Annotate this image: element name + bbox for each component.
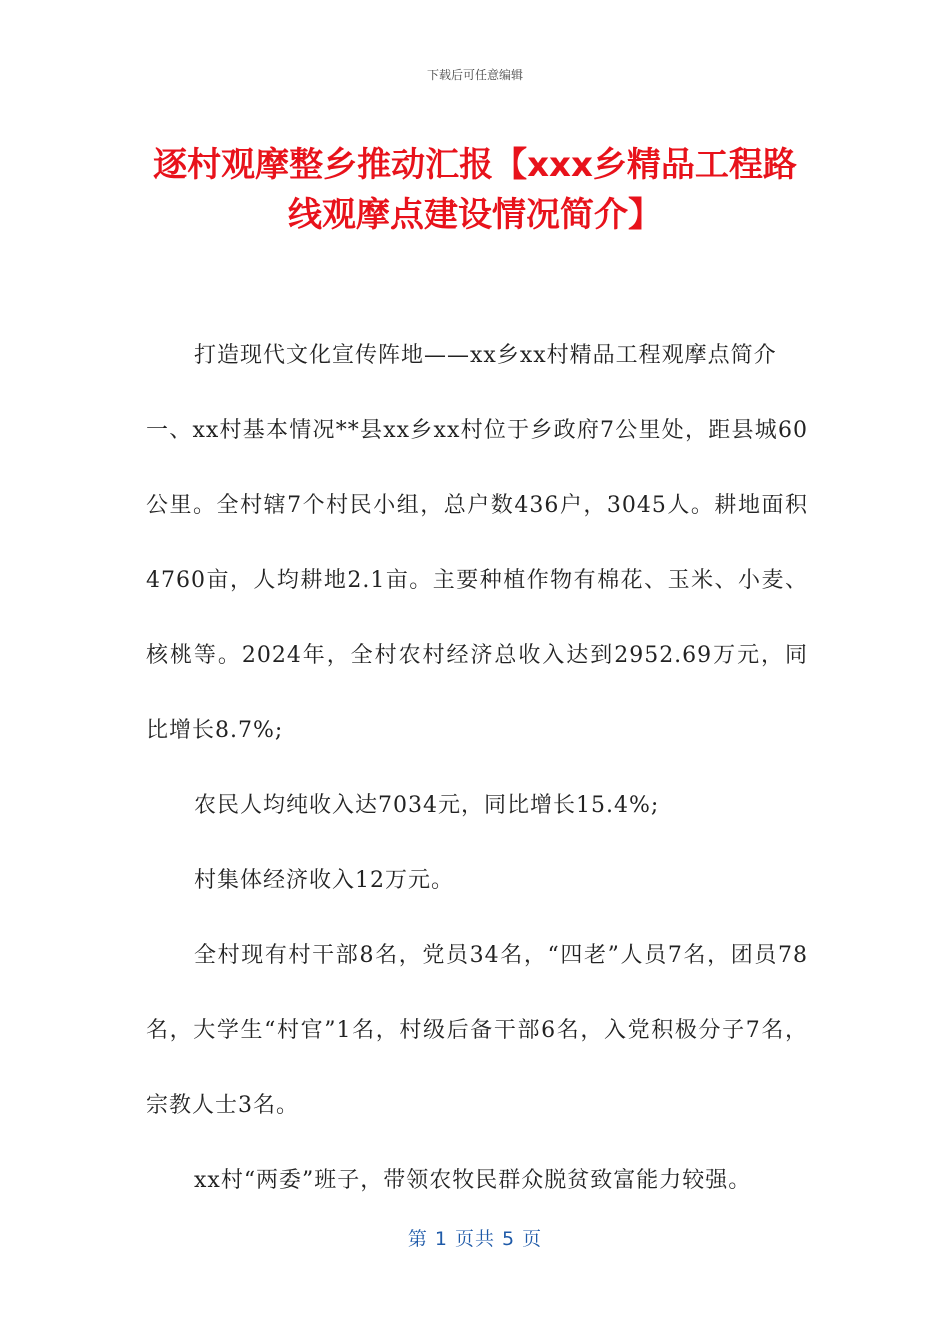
header-note: 下载后可任意编辑: [426, 68, 523, 82]
document-title: [120, 140, 830, 240]
paragraph-income: 农民人均纯收入达7034元，同比增长15.4%;: [194, 793, 660, 818]
paragraph-collective-income: 村集体经济收入12万元。: [194, 868, 454, 893]
paragraph-committee: xx村“两委”班子，带领农牧民群众脱贫致富能力较强。: [194, 1168, 752, 1193]
paragraph-basic-info: 一、xx村基本情况**县xx乡xx村位于乡政府7公里处，距县城60公里。全村辖7个村民小组，总户数436户，3045人。耕地面积4760亩，人均耕地2.1亩。主要种植作物有棉花、玉米、小麦、核桃等。2024年，全村农村经济总收入达到2952.69万元，同比增长8.7%;: [146, 418, 808, 743]
document-body: [146, 318, 808, 1218]
page-number: 第 1 页共 5 页: [407, 1228, 543, 1250]
paragraph-subtitle: 打造现代文化宣传阵地——xx乡xx村精品工程观摩点简介: [194, 343, 777, 368]
document-title-line-2: 线观摩点建设情况简介】: [288, 195, 662, 235]
document-title-line-1: 逐村观摩整乡推动汇报【xxx乡精品工程路: [153, 145, 797, 185]
paragraph-personnel: 全村现有村干部8名，党员34名，“四老”人员7名，团员78名，大学生“村官”1名，村级后备干部6名，入党积极分子7名，宗教人士3名。: [146, 943, 808, 1118]
